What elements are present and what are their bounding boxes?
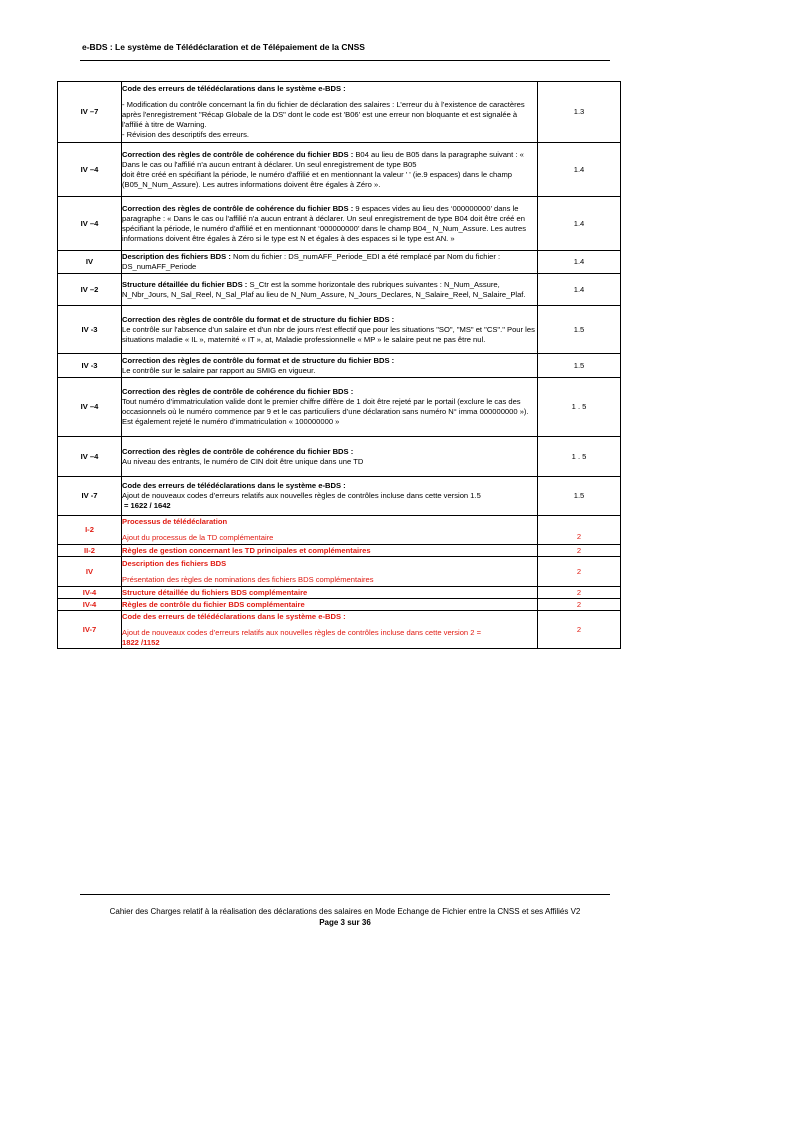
row-title: Correction des règles de contrôle du format et de structure du fichier BDS : [122, 314, 395, 324]
version-cell: 2 [538, 516, 621, 545]
table-row [58, 545, 621, 557]
section-cell: IV-4 [58, 587, 122, 599]
section-cell: IV -3 [58, 354, 122, 378]
row-title: Code des erreurs de télédéclarations dans le système e-BDS : [122, 481, 346, 490]
header-rule [80, 60, 610, 61]
table-row [58, 354, 621, 378]
version-cell: 1.5 [538, 354, 621, 378]
section-cell: IV -3 [58, 306, 122, 354]
table-row [58, 587, 621, 599]
row-title: Correction des règles de contrôle du format et de structure du fichier BDS : [122, 355, 395, 365]
row-title: Correction des règles de contrôle de cohérence du fichier BDS : [122, 149, 356, 159]
table-row [58, 82, 621, 143]
revision-table [57, 81, 621, 649]
row-body: Nom du fichier : DS_numAFF_Periode_EDI a été remplacé par Nom du fichier : DS_numAFF_Periode [122, 252, 501, 271]
section-cell: IV –4 [58, 143, 122, 197]
section-cell: IV-7 [58, 611, 122, 649]
version-cell: 2 [538, 611, 621, 649]
section-cell: IV [58, 557, 122, 587]
row-body: Ajout de nouveaux codes d’erreurs relatifs aux nouvelles règles de contrôles incluse dans cette version 1.5 [122, 491, 481, 500]
description-cell [122, 82, 538, 143]
row-body: - Modification du contrôle concernant la fin du fichier de déclaration des salaires : L’erreur du à l’existence de caractères après l'enregistrement "Récap Globale de la DS" dont le code est 'B06' est une erreur non bloquante et est signalée à l'affilié à titre de Warning. - Révision des descriptifs des erreurs. [122, 100, 525, 139]
row-body: Le contrôle sur le salaire par rapport au SMIG en vigueur. [122, 365, 316, 375]
row-body: Le contrôle sur l'absence d'un salaire et d'un nbr de jours n'est effectif que pour les situations "SO", "MS" et "CS"." Pour les situations maladie « IL », maternité « IT », at, Maladie professionnelle « MP » le salaire peut ne pas être nul. [122, 324, 535, 344]
row-body-bold: 1822 /1152 [122, 637, 160, 647]
row-title: Correction des règles de contrôle de cohérence du fichier BDS : [122, 203, 356, 213]
table-row [58, 143, 621, 197]
description-cell [122, 477, 538, 516]
version-cell: 1 . 5 [538, 378, 621, 437]
version-cell: 2 [538, 545, 621, 557]
row-body: 9 espaces vides au lieu des ‘000000000’ dans le paragraphe : « Dans le cas ou l'affilié n'a aucun entrant à déclarer. Un seul enregistrement de type B04 doit être créé en spécifiant la période, le numéro d’affilié et en mentionnant ‘000000000’ dans le champ B04_ N_Num_Assure. Les autres informations doivent être égales à Zéro si le type est N et égales à des espaces si le type est AN. » [122, 203, 526, 243]
version-cell: 2 [538, 557, 621, 587]
page-footer [80, 906, 610, 928]
section-cell: IV [58, 251, 122, 274]
description-cell [122, 545, 538, 557]
row-body: Ajout de nouveaux codes d’erreurs relatifs aux nouvelles règles de contrôles incluse dans cette version 2 = [122, 627, 482, 637]
section-cell: IV -7 [58, 477, 122, 516]
row-title: Structure détaillée du fichiers BDS complémentaire [122, 587, 308, 597]
page-number: Page 3 sur 36 [319, 918, 371, 927]
footer-document-title: Cahier des Charges relatif à la réalisation des déclarations des salaires en Mode Echange de Fichier entre la CNSS et ses Affiliés V2 [109, 907, 581, 916]
section-cell: IV-4 [58, 599, 122, 611]
section-cell: IV –4 [58, 437, 122, 477]
row-title: Description des fichiers BDS [122, 558, 227, 568]
section-cell: II-2 [58, 545, 122, 557]
table-row [58, 306, 621, 354]
table-row [58, 197, 621, 251]
section-cell: I-2 [58, 516, 122, 545]
table-row [58, 274, 621, 306]
row-title: Règles de gestion concernant les TD principales et complémentaires [122, 545, 371, 555]
version-cell: 2 [538, 587, 621, 599]
section-cell: IV –2 [58, 274, 122, 306]
row-title: Correction des règles de contrôle de cohérence du fichier BDS : [122, 387, 354, 396]
description-cell [122, 143, 538, 197]
description-cell [122, 437, 538, 477]
version-cell: 2 [538, 599, 621, 611]
table-row [58, 437, 621, 477]
description-cell [122, 274, 538, 306]
version-cell: 1.4 [538, 197, 621, 251]
row-body: Présentation des règles de nominations des fichiers BDS complémentaires [122, 574, 374, 584]
description-cell [122, 251, 538, 274]
version-cell: 1.5 [538, 306, 621, 354]
row-title: Structure détaillée du fichier BDS : [122, 279, 250, 289]
version-cell: 1 . 5 [538, 437, 621, 477]
description-cell [122, 354, 538, 378]
description-cell [122, 599, 538, 611]
version-cell: 1.4 [538, 274, 621, 306]
table-row [58, 611, 621, 649]
table-row [58, 599, 621, 611]
description-cell [122, 611, 538, 649]
row-title: Correction des règles de contrôle de cohérence du fichier BDS : [122, 446, 354, 456]
version-cell: 1.4 [538, 251, 621, 274]
section-cell: IV –4 [58, 197, 122, 251]
row-body: Au niveau des entrants, le numéro de CIN doit être unique dans une TD [122, 456, 364, 466]
row-title: Code des erreurs de télédéclarations dans le système e-BDS : [122, 611, 346, 621]
description-cell [122, 587, 538, 599]
description-cell [122, 557, 538, 587]
section-cell: IV –4 [58, 378, 122, 437]
row-body: S_Ctr est la somme horizontale des rubriques suivantes : N_Num_Assure, N_Nbr_Jours, N_Sal_Reel, N_Sal_Plaf au lieu de N_Num_Assure, N_Jours_Declares, N_Salaire_Reel, N_Salaire_Plaf. [122, 279, 526, 299]
table-row [58, 557, 621, 587]
description-cell [122, 197, 538, 251]
row-body-bold: = 1622 / 1642 [124, 501, 171, 510]
table-row [58, 251, 621, 274]
row-title: Description des fichiers BDS : [122, 252, 233, 261]
row-body: Tout numéro d’immatriculation valide dont le premier chiffre diffère de 1 doit être rejeté par le portail (exclure le cas des occasionnels où le numéro commence par 9 et le cas particuliers d’une déclaration sans numéro N° imma 000000000 »). Est également rejeté le numéro d’immatriculation « 100000000 » [122, 397, 529, 426]
table-row [58, 516, 621, 545]
row-title: Code des erreurs de télédéclarations dans le système e-BDS : [122, 84, 346, 93]
version-cell: 1.4 [538, 143, 621, 197]
row-title: Règles de contrôle du fichier BDS complémentaire [122, 599, 305, 609]
page-header-title: e-BDS : Le système de Télédéclaration et de Télépaiement de la CNSS [82, 42, 365, 52]
description-cell [122, 378, 538, 437]
description-cell [122, 516, 538, 545]
table-row [58, 477, 621, 516]
row-body: Ajout du processus de la TD complémentaire [122, 533, 274, 542]
row-title: Processus de télédéclaration [122, 517, 228, 526]
version-cell: 1.3 [538, 82, 621, 143]
version-cell: 1.5 [538, 477, 621, 516]
footer-rule [80, 894, 610, 895]
row-body: B04 au lieu de B05 dans la paragraphe suivant : « Dans le cas ou l'affilié n'a aucun entrant à déclarer. Un seul enregistrement de type B05 doit être créé en spécifiant la période, le numéro d'affilié et en mentionnant la valeur ' ' (ie.9 espaces) dans le champ (B05_N_Num_Assure). Les autres informations doivent être égales à Zéro ». [122, 149, 524, 189]
description-cell [122, 306, 538, 354]
table-row [58, 378, 621, 437]
section-cell: IV –7 [58, 82, 122, 143]
